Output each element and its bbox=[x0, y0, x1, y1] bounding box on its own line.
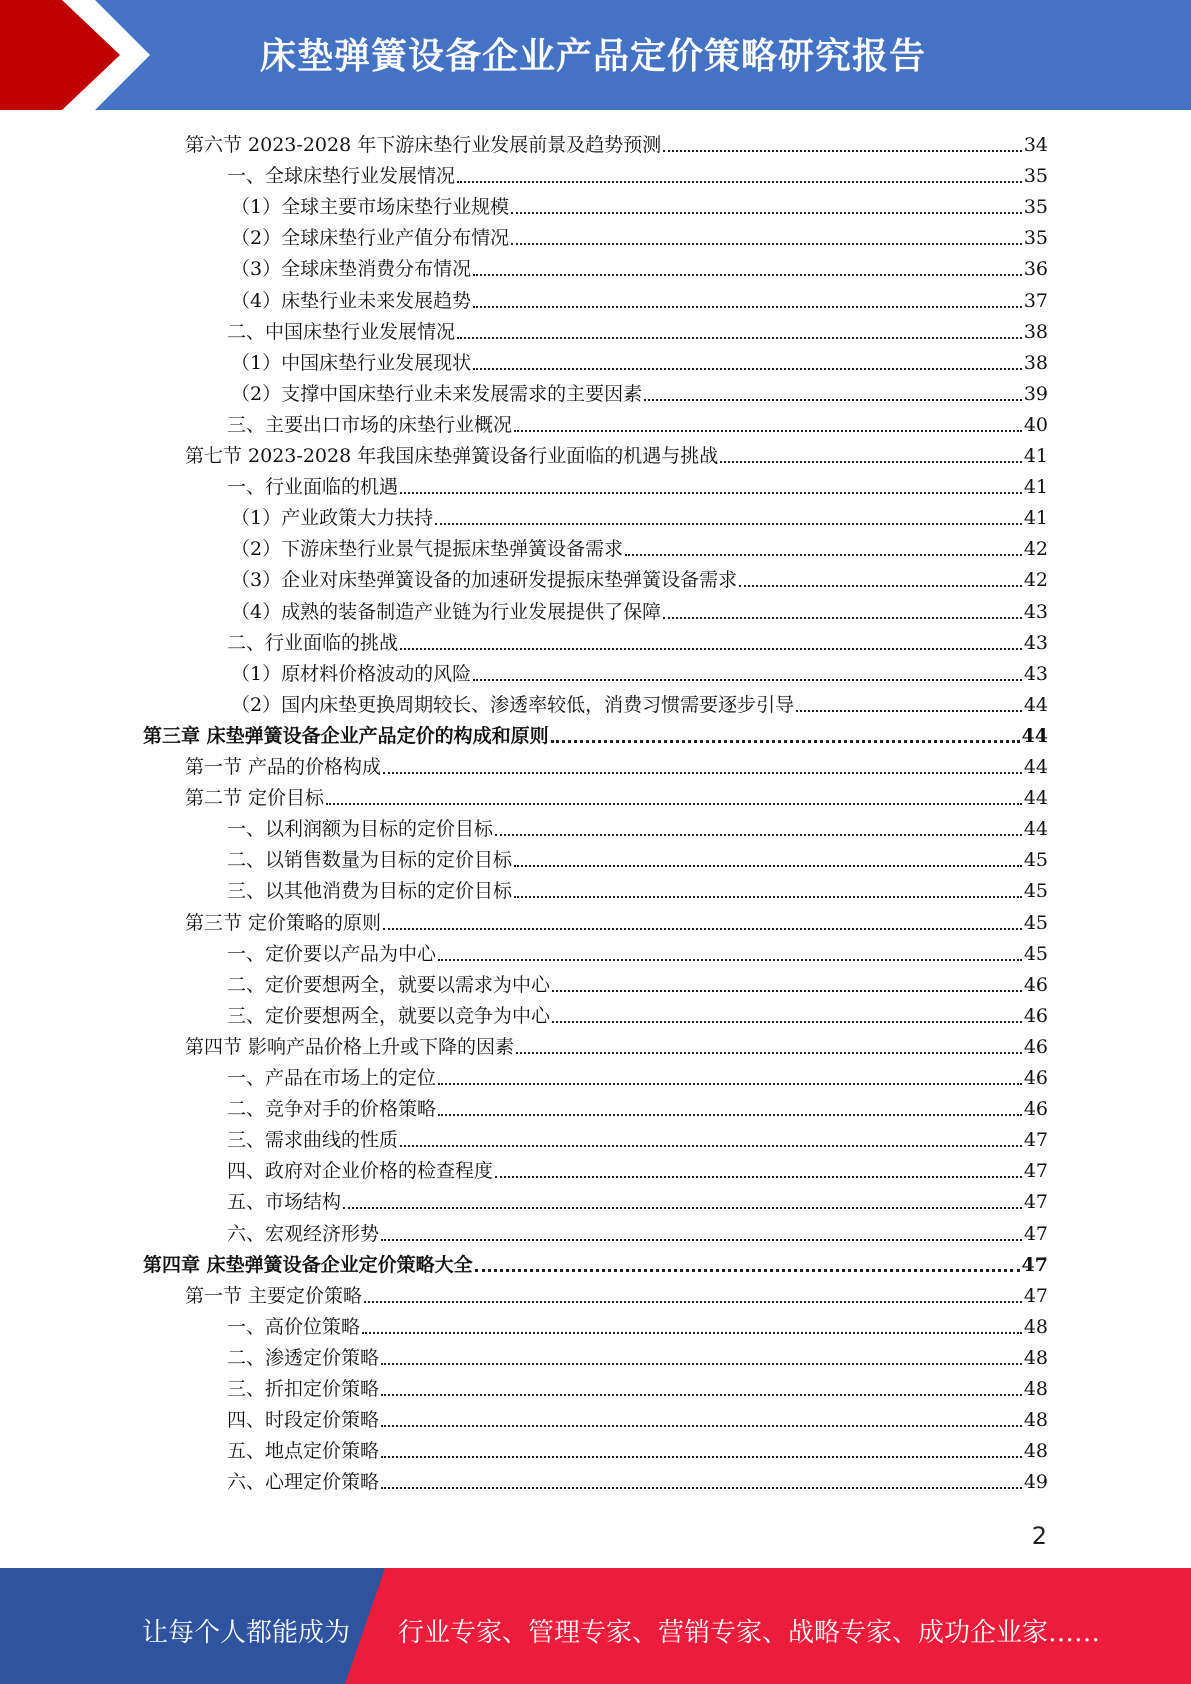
toc-entry-page: 45 bbox=[1023, 880, 1048, 903]
toc-entry-title: 三、需求曲线的性质 bbox=[227, 1129, 399, 1152]
toc-leader-dots bbox=[400, 648, 1022, 650]
toc-entry-page: 37 bbox=[1023, 289, 1048, 312]
toc-entry[interactable] bbox=[227, 968, 1048, 999]
toc-entry[interactable] bbox=[227, 1092, 1048, 1123]
toc-entry-title: （1）产业政策大力扶持 bbox=[231, 507, 434, 530]
toc-entry-title: 三、以其他消费为目标的定价目标 bbox=[227, 880, 513, 903]
toc-leader-dots bbox=[511, 212, 1022, 214]
toc-entry-title: 六、宏观经济形势 bbox=[227, 1222, 380, 1245]
toc-entry-title: 第三节 定价策略的原则 bbox=[185, 911, 382, 934]
toc-entry-page: 47 bbox=[1023, 1284, 1048, 1307]
toc-entry[interactable] bbox=[227, 1217, 1048, 1248]
toc-leader-dots bbox=[514, 896, 1022, 898]
toc-leader-dots bbox=[364, 1301, 1022, 1303]
header-banner bbox=[0, 0, 1191, 110]
toc-entry[interactable] bbox=[143, 719, 1048, 750]
toc-entry-page: 47 bbox=[1023, 1191, 1048, 1214]
toc-entry-title: 四、政府对企业价格的检查程度 bbox=[227, 1160, 494, 1183]
toc-entry[interactable] bbox=[227, 874, 1048, 905]
toc-entry-title: 一、高价位策略 bbox=[227, 1315, 361, 1338]
toc-entry[interactable] bbox=[227, 1372, 1048, 1403]
toc-leader-dots bbox=[473, 306, 1022, 308]
toc-entry-title: 二、以销售数量为目标的定价目标 bbox=[227, 849, 513, 872]
toc-leader-dots bbox=[438, 1083, 1022, 1085]
toc-entry-page: 45 bbox=[1023, 911, 1048, 934]
toc-entry-title: 一、定价要以产品为中心 bbox=[227, 942, 437, 965]
toc-entry-title: 第二节 定价目标 bbox=[185, 787, 325, 810]
toc-entry[interactable] bbox=[227, 159, 1048, 190]
toc-leader-dots bbox=[383, 928, 1022, 930]
toc-entry[interactable] bbox=[227, 1185, 1048, 1216]
toc-entry[interactable] bbox=[231, 688, 1048, 719]
toc-entry[interactable] bbox=[231, 595, 1048, 626]
toc-entry-page: 38 bbox=[1023, 351, 1048, 374]
toc-entry[interactable] bbox=[231, 563, 1048, 594]
toc-entry-title: 第一节 产品的价格构成 bbox=[185, 756, 382, 778]
toc-entry-page: 48 bbox=[1023, 1315, 1048, 1338]
toc-leader-dots bbox=[720, 461, 1022, 463]
toc-entry-page: 46 bbox=[1023, 973, 1048, 996]
toc-leader-dots bbox=[362, 1332, 1022, 1334]
toc-entry-page: 48 bbox=[1023, 1409, 1048, 1432]
toc-leader-dots bbox=[381, 1394, 1022, 1396]
toc-entry-title: （2）国内床垫更换周期较长、渗透率较低，消费习惯需要逐步引导 bbox=[231, 693, 795, 716]
toc-entry-page: 44 bbox=[1021, 724, 1048, 747]
toc-entry[interactable] bbox=[227, 1154, 1048, 1185]
toc-entry[interactable] bbox=[185, 128, 1048, 159]
toc-entry-title: 三、折扣定价策略 bbox=[227, 1378, 380, 1400]
footer-banner bbox=[0, 1568, 1191, 1684]
toc-entry[interactable] bbox=[185, 439, 1048, 470]
toc-entry[interactable] bbox=[227, 1434, 1048, 1465]
toc-entry[interactable] bbox=[227, 937, 1048, 968]
toc-entry-page: 44 bbox=[1023, 693, 1048, 716]
toc-entry[interactable] bbox=[227, 812, 1048, 843]
toc-entry-title: 第三章 床垫弹簧设备企业产品定价的构成和原则 bbox=[143, 724, 549, 747]
toc-entry[interactable] bbox=[143, 1248, 1048, 1279]
toc-entry[interactable] bbox=[227, 1465, 1048, 1496]
toc-entry[interactable] bbox=[185, 906, 1048, 937]
toc-entry-title: 六、心理定价策略 bbox=[227, 1471, 380, 1494]
toc-entry[interactable] bbox=[227, 1403, 1048, 1434]
toc-entry-title: 第四章 床垫弹簧设备企业定价策略大全 bbox=[143, 1253, 473, 1276]
toc-entry-page: 48 bbox=[1023, 1440, 1048, 1463]
toc-entry-title: （1）原材料价格波动的风险 bbox=[231, 662, 472, 685]
toc-leader-dots bbox=[473, 679, 1022, 681]
toc-entry-page: 44 bbox=[1023, 787, 1048, 810]
toc-entry-title: （3）全球床垫消费分布情况 bbox=[231, 258, 472, 281]
toc-leader-dots bbox=[514, 865, 1022, 867]
toc-entry[interactable] bbox=[185, 781, 1048, 812]
toc-entry-page: 49 bbox=[1023, 1471, 1048, 1494]
toc-entry[interactable] bbox=[185, 750, 1048, 781]
toc-leader-dots bbox=[343, 1207, 1022, 1209]
toc-leader-dots bbox=[514, 430, 1022, 432]
toc-leader-dots bbox=[381, 1363, 1022, 1365]
toc-leader-dots bbox=[381, 1425, 1022, 1427]
toc-entry-title: 五、市场结构 bbox=[227, 1191, 342, 1214]
toc-entry[interactable] bbox=[227, 1123, 1048, 1154]
toc-entry-title: 第七节 2023-2028 年我国床垫弹簧设备行业面临的机遇与挑战 bbox=[185, 445, 719, 467]
toc-leader-dots bbox=[475, 1269, 1020, 1272]
toc-entry[interactable] bbox=[227, 1310, 1048, 1341]
toc-entry[interactable] bbox=[227, 1061, 1048, 1092]
toc-leader-dots bbox=[457, 181, 1022, 183]
toc-leader-dots bbox=[552, 990, 1022, 992]
toc-entry-page: 43 bbox=[1023, 631, 1048, 654]
toc-entry-page: 48 bbox=[1023, 1378, 1048, 1400]
toc-entry[interactable] bbox=[227, 999, 1048, 1030]
toc-entry-title: （2）全球床垫行业产值分布情况 bbox=[231, 227, 510, 250]
toc-entry-page: 38 bbox=[1023, 320, 1048, 343]
toc-leader-dots bbox=[511, 243, 1022, 245]
toc-entry-page: 47 bbox=[1023, 1160, 1048, 1183]
toc-entry[interactable] bbox=[231, 221, 1048, 252]
toc-leader-dots bbox=[551, 740, 1020, 743]
toc-leader-dots bbox=[552, 1021, 1022, 1023]
toc-entry[interactable] bbox=[231, 252, 1048, 283]
toc-entry-title: 三、主要出口市场的床垫行业概况 bbox=[227, 413, 513, 436]
toc-entry-title: 第六节 2023-2028 年下游床垫行业发展前景及趋势预测 bbox=[185, 134, 662, 156]
toc-entry-page: 46 bbox=[1023, 1067, 1048, 1089]
toc-entry[interactable] bbox=[227, 408, 1048, 439]
toc-entry-title: 二、定价要想两全，就要以需求为中心 bbox=[227, 973, 551, 996]
toc-leader-dots bbox=[457, 337, 1022, 339]
toc-entry-page: 46 bbox=[1023, 1098, 1048, 1121]
toc-leader-dots bbox=[796, 710, 1022, 712]
toc-entry[interactable] bbox=[231, 377, 1048, 408]
page-number: 2 bbox=[1031, 1522, 1047, 1550]
toc-entry-page: 35 bbox=[1023, 227, 1048, 250]
toc-entry-page: 48 bbox=[1023, 1346, 1048, 1369]
toc-entry-page: 35 bbox=[1023, 165, 1048, 188]
toc-entry-page: 47 bbox=[1023, 1129, 1048, 1152]
toc-entry-page: 44 bbox=[1023, 756, 1048, 778]
toc-leader-dots bbox=[473, 368, 1022, 370]
toc-entry-page: 34 bbox=[1023, 134, 1048, 156]
toc-entry[interactable] bbox=[231, 190, 1048, 221]
toc-entry-title: （4）床垫行业未来发展趋势 bbox=[231, 289, 472, 312]
toc-entry-page: 45 bbox=[1023, 942, 1048, 965]
toc-entry-title: 五、地点定价策略 bbox=[227, 1440, 380, 1463]
toc-entry-title: 第一节 主要定价策略 bbox=[185, 1284, 363, 1307]
toc-entry-title: 二、中国床垫行业发展情况 bbox=[227, 320, 456, 343]
toc-entry-title: 一、全球床垫行业发展情况 bbox=[227, 165, 456, 188]
toc-entry-page: 42 bbox=[1023, 569, 1048, 592]
toc-leader-dots bbox=[381, 1239, 1022, 1241]
toc-entry-title: 一、以利润额为目标的定价目标 bbox=[227, 818, 494, 841]
toc-leader-dots bbox=[381, 1487, 1022, 1489]
toc-entry[interactable] bbox=[227, 470, 1048, 501]
toc-entry-page: 40 bbox=[1023, 413, 1048, 436]
toc-leader-dots bbox=[326, 803, 1022, 805]
toc-entry[interactable] bbox=[231, 532, 1048, 563]
toc-entry-title: （4）成熟的装备制造产业链为行业发展提供了保障 bbox=[231, 600, 662, 623]
toc-entry-title: 二、行业面临的挑战 bbox=[227, 631, 399, 654]
toc-leader-dots bbox=[381, 1456, 1022, 1458]
toc-leader-dots bbox=[495, 1176, 1022, 1178]
toc-leader-dots bbox=[644, 399, 1022, 401]
toc-leader-dots bbox=[663, 150, 1022, 152]
toc-entry-page: 42 bbox=[1023, 538, 1048, 561]
toc-entry-title: 一、产品在市场上的定位 bbox=[227, 1067, 437, 1089]
toc-leader-dots bbox=[400, 1145, 1022, 1147]
toc-leader-dots bbox=[435, 523, 1022, 525]
toc-leader-dots bbox=[663, 617, 1022, 619]
toc-leader-dots bbox=[400, 492, 1022, 494]
toc-entry[interactable] bbox=[227, 626, 1048, 657]
toc-leader-dots bbox=[495, 834, 1022, 836]
toc-entry[interactable] bbox=[227, 315, 1048, 346]
toc-leader-dots bbox=[516, 1052, 1022, 1054]
toc-entry-page: 41 bbox=[1023, 476, 1048, 499]
toc-entry-title: 一、行业面临的机遇 bbox=[227, 476, 399, 499]
toc-entry-title: （2）下游床垫行业景气提振床垫弹簧设备需求 bbox=[231, 538, 624, 561]
toc-entry-page: 46 bbox=[1023, 1004, 1048, 1027]
toc-entry-title: （1）全球主要市场床垫行业规模 bbox=[231, 196, 510, 219]
toc-entry-title: （1）中国床垫行业发展现状 bbox=[231, 351, 472, 374]
toc-entry-page: 44 bbox=[1023, 818, 1048, 841]
toc-entry-title: 二、竞争对手的价格策略 bbox=[227, 1098, 437, 1121]
toc-entry[interactable] bbox=[231, 501, 1048, 532]
toc-entry-title: 二、渗透定价策略 bbox=[227, 1346, 380, 1369]
toc-leader-dots bbox=[473, 274, 1022, 276]
toc-entry-page: 41 bbox=[1023, 507, 1048, 530]
toc-entry-page: 41 bbox=[1023, 445, 1048, 467]
toc-entry-page: 43 bbox=[1023, 662, 1048, 685]
toc-leader-dots bbox=[438, 959, 1022, 961]
toc-leader-dots bbox=[739, 585, 1022, 587]
toc-entry-page: 39 bbox=[1023, 382, 1048, 405]
toc-entry-page: 36 bbox=[1023, 258, 1048, 281]
toc-entry-page: 47 bbox=[1023, 1222, 1048, 1245]
toc-entry[interactable] bbox=[231, 284, 1048, 315]
toc-entry-page: 45 bbox=[1023, 849, 1048, 872]
footer-slogan-right: 行业专家、管理专家、营销专家、战略专家、成功企业家…… bbox=[398, 1618, 1101, 1648]
toc-entry-title: 四、时段定价策略 bbox=[227, 1409, 380, 1432]
toc-entry-page: 46 bbox=[1023, 1035, 1048, 1058]
toc-entry-title: 第四节 影响产品价格上升或下降的因素 bbox=[185, 1035, 515, 1058]
toc-entry[interactable] bbox=[231, 657, 1048, 688]
toc-leader-dots bbox=[438, 1114, 1022, 1116]
report-title: 床垫弹簧设备企业产品定价策略研究报告 bbox=[260, 36, 927, 77]
toc-entry[interactable] bbox=[185, 1279, 1048, 1310]
toc-entry-page: 43 bbox=[1023, 600, 1048, 623]
toc-entry[interactable] bbox=[227, 843, 1048, 874]
toc-entry-title: （3）企业对床垫弹簧设备的加速研发提振床垫弹簧设备需求 bbox=[231, 569, 738, 592]
toc-entry-title: （2）支撑中国床垫行业未来发展需求的主要因素 bbox=[231, 382, 643, 405]
toc-entry-title: 三、定价要想两全，就要以竞争为中心 bbox=[227, 1004, 551, 1027]
toc-leader-dots bbox=[625, 554, 1022, 556]
toc-entry[interactable] bbox=[227, 1341, 1048, 1372]
toc-leader-dots bbox=[383, 772, 1022, 774]
footer-slogan-left: 让每个人都能成为 bbox=[142, 1618, 351, 1648]
toc-entry-page: 47 bbox=[1021, 1253, 1048, 1276]
toc-entry-page: 35 bbox=[1023, 196, 1048, 219]
toc-entry[interactable] bbox=[231, 346, 1048, 377]
toc-entry[interactable] bbox=[185, 1030, 1048, 1061]
